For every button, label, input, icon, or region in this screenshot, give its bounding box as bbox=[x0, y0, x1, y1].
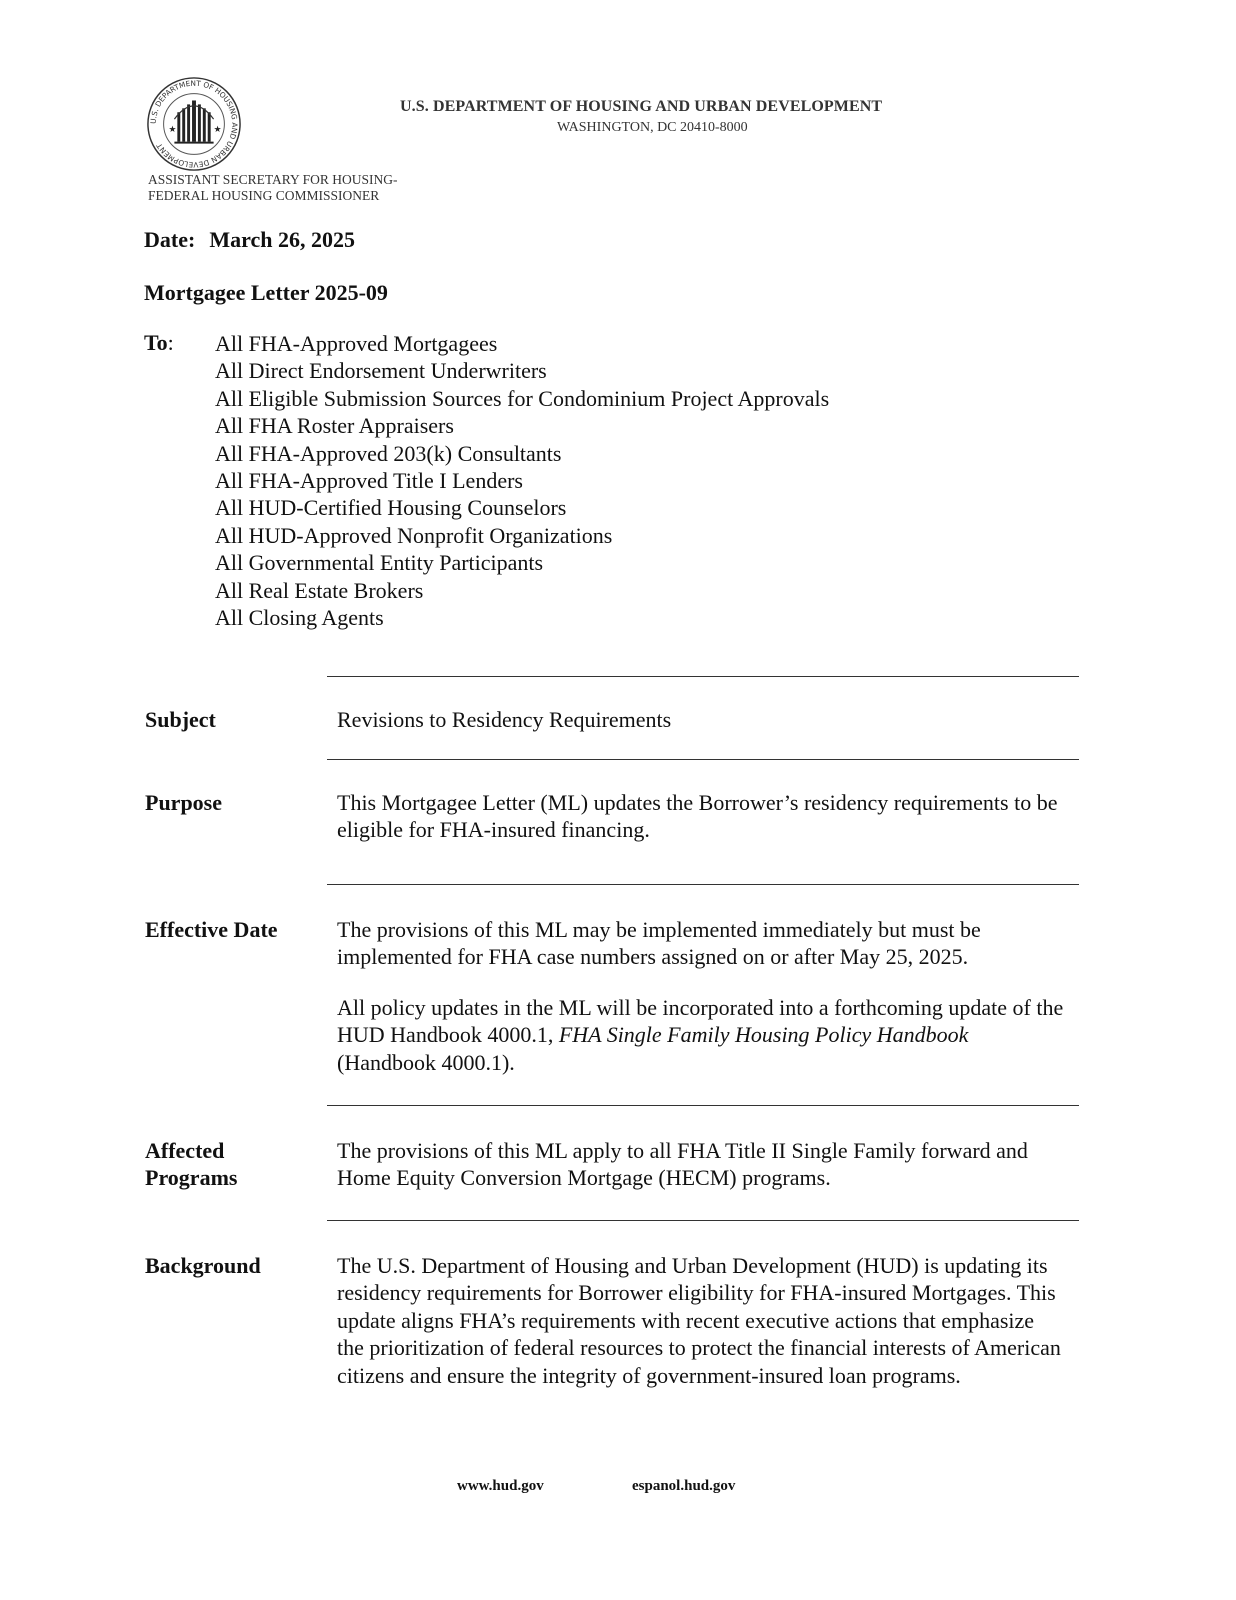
date-label: Date: bbox=[144, 227, 196, 252]
agency-address: WASHINGTON, DC 20410-8000 bbox=[557, 120, 748, 135]
section-divider bbox=[327, 676, 1079, 677]
office-title bbox=[148, 172, 398, 204]
effective-date-label: Effective Date bbox=[145, 917, 278, 942]
section-divider bbox=[327, 1220, 1079, 1221]
section-divider bbox=[327, 1105, 1079, 1106]
svg-text:★: ★ bbox=[168, 124, 177, 135]
svg-text:★: ★ bbox=[213, 124, 222, 135]
handbook-text-before: All policy updates in the ML will be incorporated into a forthcoming update of the HUD Handbook 4000.1, bbox=[337, 994, 1064, 1048]
affected-programs-label-line2: Programs bbox=[145, 1165, 238, 1190]
recipient-item: All HUD-Certified Housing Counselors bbox=[215, 495, 567, 521]
affected-programs-text: The provisions of this ML apply to all FHA Title II Single Family forward and Home Equity Conversion Mortgage (HECM) programs. bbox=[337, 1138, 1028, 1191]
to-colon: : bbox=[167, 330, 174, 355]
recipient-item: All Eligible Submission Sources for Condominium Project Approvals bbox=[215, 385, 830, 411]
recipient-item: All HUD-Approved Nonprofit Organizations bbox=[215, 522, 613, 548]
letter-number: Mortgagee Letter 2025-09 bbox=[144, 280, 388, 305]
section-divider bbox=[327, 759, 1079, 760]
handbook-text-after: (Handbook 4000.1). bbox=[337, 1049, 515, 1075]
background-label: Background bbox=[145, 1253, 261, 1278]
office-title-line1: ASSISTANT SECRETARY FOR HOUSING- bbox=[148, 172, 398, 187]
recipient-item: All FHA-Approved 203(k) Consultants bbox=[215, 440, 562, 466]
agency-name: U.S. DEPARTMENT OF HOUSING AND URBAN DEVELOPMENT bbox=[400, 98, 883, 115]
recipient-list bbox=[215, 330, 829, 631]
date-value: March 26, 2025 bbox=[209, 227, 355, 252]
to-label bbox=[144, 330, 174, 356]
recipient-item: All Direct Endorsement Underwriters bbox=[215, 358, 547, 384]
subject-text: Revisions to Residency Requirements bbox=[337, 707, 672, 732]
handbook-title: FHA Single Family Housing Policy Handbook bbox=[558, 1022, 969, 1048]
recipient-item: All Real Estate Brokers bbox=[215, 577, 424, 603]
section-divider bbox=[327, 884, 1079, 885]
recipient-item: All FHA Roster Appraisers bbox=[215, 413, 454, 439]
recipient-item: All Governmental Entity Participants bbox=[215, 550, 544, 576]
effective-date-paragraph: The provisions of this ML may be implemented immediately but must be implemented for FHA case numbers assigned on or after May 25, 2025. bbox=[337, 917, 981, 970]
purpose-text: This Mortgagee Letter (ML) updates the Borrower’s residency requirements to be eligible for FHA-insured financing. bbox=[337, 790, 1058, 843]
to-label-text: To bbox=[144, 330, 168, 355]
affected-programs-label-line1: Affected bbox=[145, 1138, 225, 1163]
footer-link-espanol[interactable]: espanol.hud.gov bbox=[632, 1478, 736, 1494]
background-text: The U.S. Department of Housing and Urban Development (HUD) is updating its residency requirements for Borrower eligibility for FHA-insured Mortgages. This update aligns FHA’s requirements with recent executive actions that emphasize the prioritization of federal resources to protect the financial interests of American citizens and ensure the integrity of government-insured loan programs. bbox=[337, 1253, 1061, 1388]
hud-seal-logo bbox=[145, 75, 243, 173]
purpose-label: Purpose bbox=[145, 790, 222, 815]
subject-label: Subject bbox=[145, 707, 216, 732]
affected-programs-label bbox=[145, 1137, 237, 1191]
recipient-item: All FHA-Approved Title I Lenders bbox=[215, 468, 523, 494]
handbook-paragraph bbox=[337, 994, 1067, 1076]
recipient-item: All Closing Agents bbox=[215, 605, 384, 631]
svg-text:U.S. DEPARTMENT OF HOUSING AND: U.S. DEPARTMENT OF HOUSING AND URBAN DEVELOPMENT bbox=[148, 78, 240, 170]
office-title-line2: FEDERAL HOUSING COMMISSIONER bbox=[148, 188, 380, 203]
effective-date-body bbox=[337, 916, 1067, 1076]
letter-date bbox=[144, 227, 355, 253]
footer-link-hud[interactable]: www.hud.gov bbox=[457, 1478, 544, 1494]
recipient-item: All FHA-Approved Mortgagees bbox=[215, 331, 498, 356]
